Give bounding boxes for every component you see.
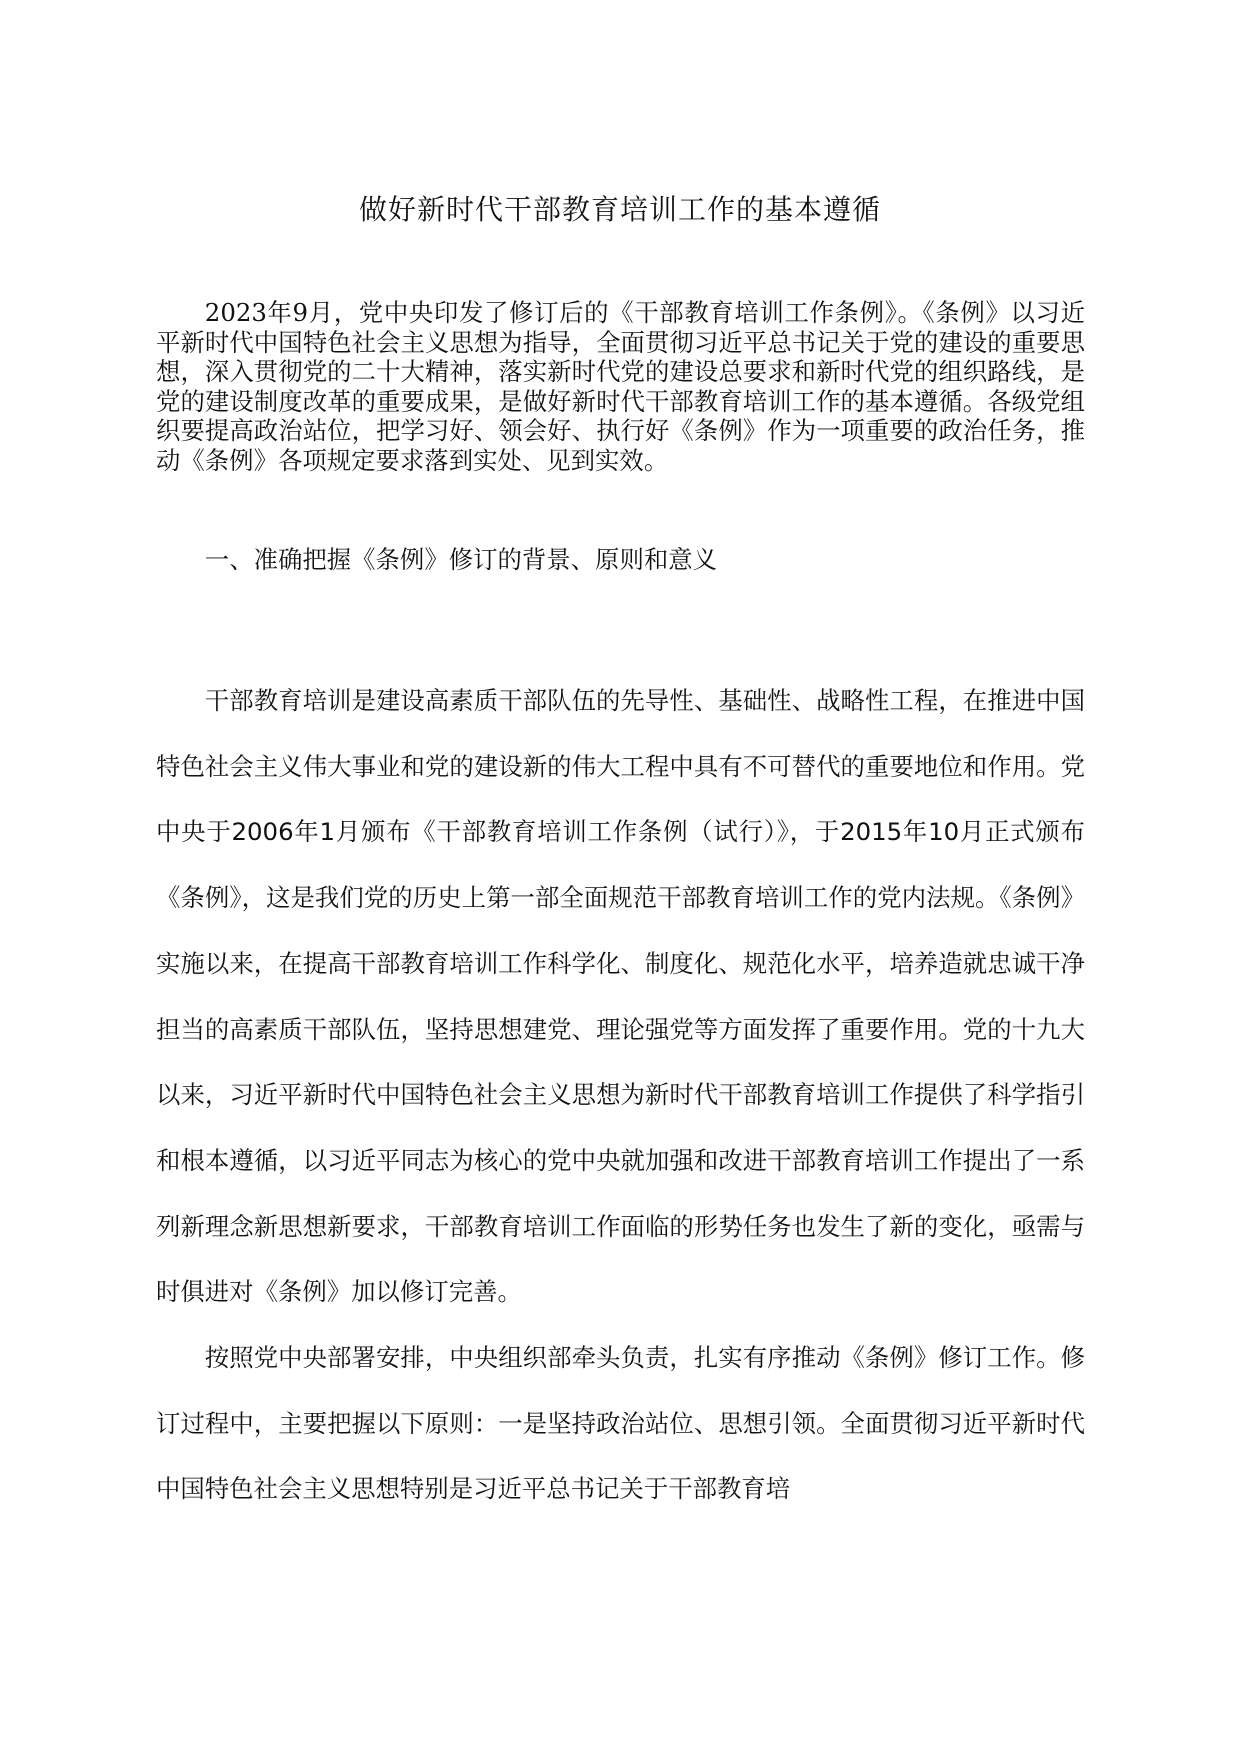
body-paragraph: 干部教育培训是建设高素质干部队伍的先导性、基础性、战略性工程，在推进中国特色社会主义伟大事业和党的建设新的伟大工程中具有不可替代的重要地位和作用。党中央于2006年1月颁布《干部教育培训工作条例（试行）》，于2015年10月正式颁布《条例》，这是我们党的历史上第一部全面规范干部教育培训工作的党内法规。《条例》实施以来，在提高干部教育培训工作科学化、制度化、规范化水平，培养造就忠诚干净担当的高素质干部队伍，坚持思想建党、理论强党等方面发挥了重要作用。党的十九大以来，习近平新时代中国特色社会主义思想为新时代干部教育培训工作提供了科学指引和根本遵循，以习近平同志为核心的党中央就加强和改进干部教育培训工作提出了一系列新理念新思想新要求，干部教育培训工作面临的形势任务也发生了新的变化，亟需与时俱进对《条例》加以修订完善。 xyxy=(156,686,1085,1307)
document-title: 做好新时代干部教育培训工作的基本遵循 xyxy=(358,193,881,226)
body-paragraph: 按照党中央部署安排，中央组织部牵头负责，扎实有序推动《条例》修订工作。修订过程中，主要把握以下原则：一是坚持政治站位、思想引领。全面贯彻习近平新时代中国特色社会主义思想特别是习近平总书记关于干部教育培 xyxy=(156,1343,1085,1504)
intro-paragraph: 2023年9月，党中央印发了修订后的《干部教育培训工作条例》。《条例》以习近平新时代中国特色社会主义思想为指导，全面贯彻习近平总书记关于党的建设的重要思想，深入贯彻党的二十大精神，落实新时代党的建设总要求和新时代党的组织路线，是党的建设制度改革的重要成果，是做好新时代干部教育培训工作的基本遵循。各级党组织要提高政治站位，把学习好、领会好、执行好《条例》作为一项重要的政治任务，推动《条例》各项规定要求落到实处、见到实效。 xyxy=(156,298,1085,475)
body-text xyxy=(156,668,1085,1522)
section-heading: 一、准确把握《条例》修订的背景、原则和意义 xyxy=(204,545,718,574)
